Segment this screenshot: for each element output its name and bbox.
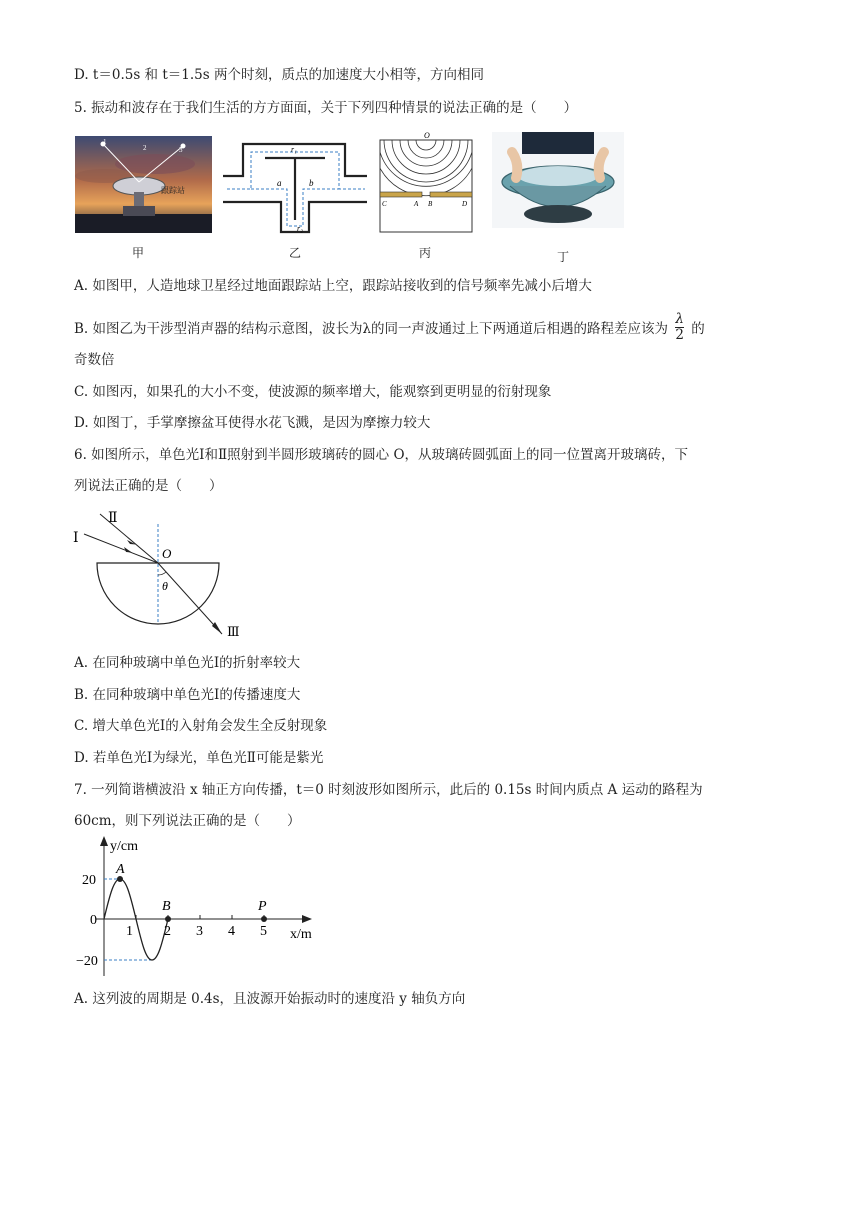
q7-wave-graph: [74, 834, 324, 984]
svg-text:0: 0: [90, 913, 97, 928]
q6-stem-line2: 列说法正确的是（ ）: [74, 478, 223, 494]
svg-text:A: A: [414, 200, 419, 208]
q6-option-c: C. 增大单色光Ⅰ的入射角会发生全反射现象: [74, 718, 328, 734]
svg-text:4: 4: [228, 924, 235, 939]
svg-text:5: 5: [260, 924, 267, 939]
q6-option-b: B. 在同种玻璃中单色光Ⅰ的传播速度大: [74, 687, 301, 703]
svg-text:1: 1: [126, 924, 133, 939]
caption-jia: 甲: [132, 246, 145, 260]
q5-stem: 5. 振动和波存在于我们生活的方方面面，关于下列四种情景的说法正确的是（ ）: [74, 100, 578, 116]
svg-text:A: A: [116, 862, 125, 877]
svg-text:θ: θ: [162, 579, 168, 593]
svg-text:a: a: [277, 178, 282, 188]
q5-option-b-cont: 奇数倍: [74, 352, 115, 368]
svg-text:3: 3: [179, 146, 183, 154]
svg-text:O: O: [424, 131, 430, 140]
svg-text:D: D: [462, 200, 468, 208]
q6-option-d: D. 若单色光Ⅰ为绿光，单色光Ⅱ可能是紫光: [74, 750, 324, 766]
q5-option-b: B. 如图乙为干涉型消声器的结构示意图，波长为λ的同一声波通过上下两通道后相遇的路程差应该为 $\frac{\lambda}{2}$ 的: [74, 311, 705, 343]
q6-figure-glass-brick: [70, 506, 250, 642]
svg-text:b: b: [309, 178, 314, 188]
svg-text:−20: −20: [76, 954, 98, 969]
q5-option-d: D. 如图丁，手掌摩擦盆耳使得水花飞溅，是因为摩擦力较大: [74, 415, 431, 431]
figure-yi: [221, 136, 369, 236]
caption-yi: 乙: [289, 246, 302, 260]
svg-text:Ⅰ: Ⅰ: [73, 531, 79, 546]
q6-option-a: A. 在同种玻璃中单色光Ⅰ的折射率较大: [74, 655, 301, 671]
svg-text:B: B: [428, 200, 433, 208]
q5-option-c: C. 如图丙，如果孔的大小不变，使波源的频率增大，能观察到更明显的衍射现象: [74, 384, 552, 400]
q7-stem-line2: 60cm，则下列说法正确的是（ ）: [74, 813, 301, 829]
svg-text:2: 2: [164, 924, 171, 939]
svg-text:20: 20: [82, 873, 96, 888]
svg-text:3: 3: [196, 924, 203, 939]
svg-text:r₂: r₂: [297, 224, 303, 233]
figure-ding: [492, 132, 624, 228]
figure-bing: [378, 130, 474, 236]
tracking-station-label: 跟踪站: [161, 186, 185, 195]
svg-text:r₁: r₁: [291, 145, 297, 154]
q6-stem-line1: 6. 如图所示，单色光Ⅰ和Ⅱ照射到半圆形玻璃砖的圆心 O，从玻璃砖圆弧面上的同一位置离开玻璃砖，下: [74, 447, 689, 463]
svg-text:B: B: [162, 899, 171, 914]
svg-text:Ⅱ: Ⅱ: [108, 511, 118, 526]
caption-bing: 丙: [419, 246, 432, 260]
svg-text:y/cm: y/cm: [110, 839, 138, 854]
svg-text:Ⅲ: Ⅲ: [227, 624, 240, 639]
svg-text:x/m: x/m: [290, 927, 312, 942]
figure-jia: [75, 136, 212, 233]
q7-stem-line1: 7. 一列简谐横波沿 x 轴正方向传播，t＝0 时刻波形如图所示，此后的 0.15s 时间内质点 A 运动的路程为: [74, 782, 703, 798]
svg-text:2: 2: [143, 144, 147, 152]
svg-text:1: 1: [103, 138, 107, 146]
svg-text:O: O: [162, 546, 172, 561]
caption-ding: 丁: [557, 250, 570, 264]
svg-text:P: P: [258, 899, 267, 914]
svg-text:C: C: [382, 200, 387, 208]
q4-option-d: D. t＝0.5s 和 t＝1.5s 两个时刻，质点的加速度大小相等，方向相同: [74, 67, 484, 83]
q5-option-a: A. 如图甲，人造地球卫星经过地面跟踪站上空，跟踪站接收到的信号频率先减小后增大: [74, 278, 592, 294]
q7-option-a: A. 这列波的周期是 0.4s，且波源开始振动时的速度沿 y 轴负方向: [74, 991, 466, 1007]
